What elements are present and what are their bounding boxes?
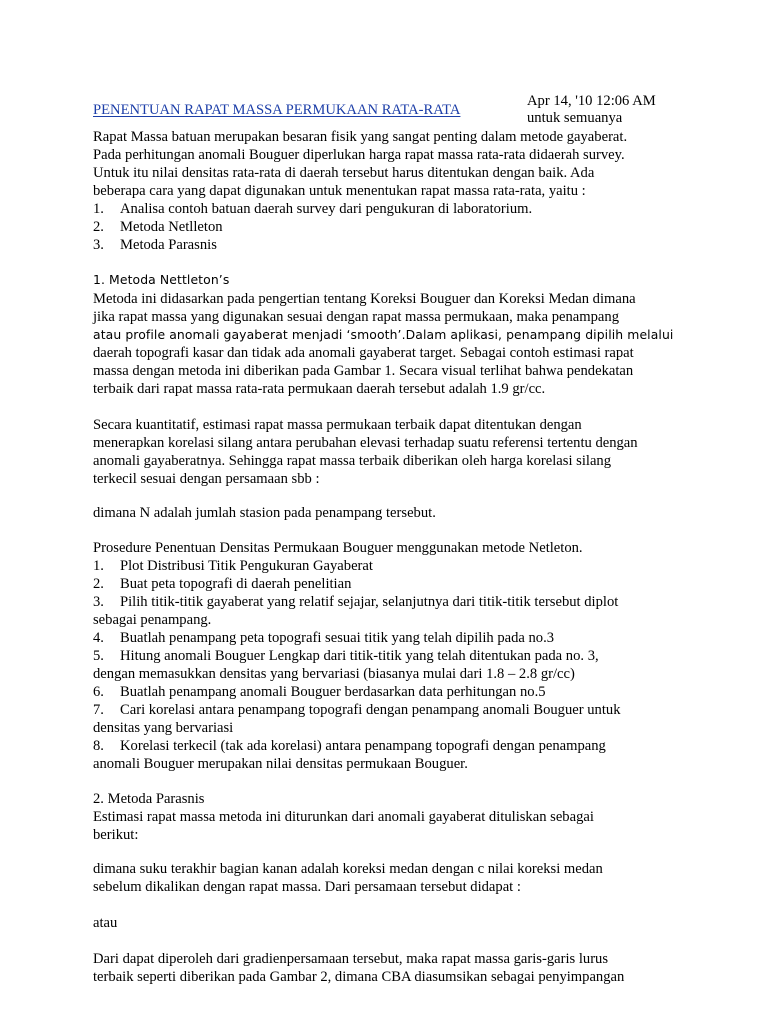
procedure-step-continuation: anomali Bouguer merupakan nilai densitas permukaan Bouguer. — [93, 756, 468, 772]
post-date: Apr 14, '10 12:06 AM — [527, 93, 656, 109]
intro-line: Pada perhitungan anomali Bouguer diperlukan harga rapat massa rata-rata didaerah survey. — [93, 147, 625, 163]
section-heading-nettleton: 1. Metoda Nettleton’s — [93, 272, 230, 287]
method-number: 2. — [93, 219, 104, 235]
method-number: 3. — [93, 237, 104, 253]
procedure-step: Korelasi terkecil (tak ada korelasi) antara penampang topografi dengan penampang — [120, 738, 606, 754]
step-number: 5. — [93, 648, 104, 664]
procedure-step-continuation: dengan memasukkan densitas yang bervariasi (biasanya mulai dari 1.8 – 2.8 gr/cc) — [93, 666, 575, 682]
post-meta — [527, 93, 656, 127]
procedure-step: Buatlah penampang anomali Bouguer berdasarkan data perhitungan no.5 — [120, 684, 546, 700]
procedure-step: Buatlah penampang peta topografi sesuai titik yang telah dipilih pada no.3 — [120, 630, 555, 646]
paragraph-line: jika rapat massa yang digunakan sesuai dengan rapat massa permukaan, maka penampang — [93, 309, 619, 325]
paragraph-line: menerapkan korelasi silang antara perubahan elevasi terhadap suatu referensi tertentu dengan — [93, 435, 638, 451]
procedure-heading: Prosedure Penentuan Densitas Permukaan Bouguer menggunakan metode Netleton. — [93, 540, 583, 556]
step-number: 8. — [93, 738, 104, 754]
paragraph-line: terbaik seperti diberikan pada Gambar 2, dimana CBA diasumsikan sebagai penyimpangan — [93, 969, 625, 985]
procedure-step: Pilih titik-titik gayaberat yang relatif sejajar, selanjutnya dari titik-titik tersebut diplot — [120, 594, 619, 610]
paragraph-line: terbaik dari rapat massa rata-rata permukaan daerah tersebut adalah 1.9 gr/cc. — [93, 381, 546, 397]
method-item: Metoda Netlleton — [120, 219, 223, 235]
procedure-step-continuation: densitas yang bervariasi — [93, 720, 234, 736]
paragraph-line: sebelum dikalikan dengan rapat massa. Dari persamaan tersebut didapat : — [93, 879, 521, 895]
step-number: 3. — [93, 594, 104, 610]
paragraph-line: massa dengan metoda ini diberikan pada Gambar 1. Secara visual terlihat bahwa pendekatan — [93, 363, 634, 379]
procedure-step: Hitung anomali Bouguer Lengkap dari titik-titik yang telah ditentukan pada no. 3, — [120, 648, 599, 664]
intro-line: Rapat Massa batuan merupakan besaran fisik yang sangat penting dalam metode gayaberat. — [93, 129, 628, 145]
paragraph-line: berikut: — [93, 827, 139, 843]
paragraph-line: anomali gayaberatnya. Sehingga rapat massa terbaik diberikan oleh harga korelasi silang — [93, 453, 612, 469]
paragraph-line: terkecil sesuai dengan persamaan sbb : — [93, 471, 320, 487]
method-item: Analisa contoh batuan daerah survey dari pengukuran di laboratorium. — [120, 201, 533, 217]
step-number: 1. — [93, 558, 104, 574]
procedure-step: Cari korelasi antara penampang topografi dengan penampang anomali Bouguer untuk — [120, 702, 621, 718]
method-number: 1. — [93, 201, 104, 217]
post-title-link[interactable]: PENENTUAN RAPAT MASSA PERMUKAAN RATA-RATA — [93, 102, 461, 118]
procedure-step: Plot Distribusi Titik Pengukuran Gayaberat — [120, 558, 373, 574]
procedure-step-continuation: sebagai penampang. — [93, 612, 212, 628]
paragraph-line: atau — [93, 915, 118, 931]
section-heading-parasnis: 2. Metoda Parasnis — [93, 791, 205, 807]
paragraph-line: dimana N adalah jumlah stasion pada penampang tersebut. — [93, 505, 436, 521]
paragraph-line: dimana suku terakhir bagian kanan adalah koreksi medan dengan c nilai koreksi medan — [93, 861, 603, 877]
step-number: 4. — [93, 630, 104, 646]
post-audience: untuk semuanya — [527, 110, 623, 126]
step-number: 7. — [93, 702, 104, 718]
paragraph-line: Estimasi rapat massa metoda ini diturunkan dari anomali gayaberat dituliskan sebagai — [93, 809, 594, 825]
intro-line: beberapa cara yang dapat digunakan untuk menentukan rapat massa rata-rata, yaitu : — [93, 183, 586, 199]
method-item: Metoda Parasnis — [120, 237, 217, 253]
step-number: 2. — [93, 576, 104, 592]
procedure-step: Buat peta topografi di daerah penelitian — [120, 576, 352, 592]
paragraph-line: daerah topografi kasar dan tidak ada anomali gayaberat target. Sebagai contoh estimasi rapat — [93, 345, 634, 361]
paragraph-line: Metoda ini didasarkan pada pengertian tentang Koreksi Bouguer dan Koreksi Medan dimana — [93, 291, 636, 307]
intro-line: Untuk itu nilai densitas rata-rata di daerah tersebut harus ditentukan dengan baik. Ada — [93, 165, 595, 181]
paragraph-line: atau profile anomali gayaberat menjadi ‘smooth’.Dalam aplikasi, penampang dipilih melalui — [93, 327, 674, 342]
paragraph-line: Secara kuantitatif, estimasi rapat massa permukaan terbaik dapat ditentukan dengan — [93, 417, 582, 433]
paragraph-line: Dari dapat diperoleh dari gradienpersamaan tersebut, maka rapat massa garis-garis lurus — [93, 951, 609, 967]
step-number: 6. — [93, 684, 104, 700]
